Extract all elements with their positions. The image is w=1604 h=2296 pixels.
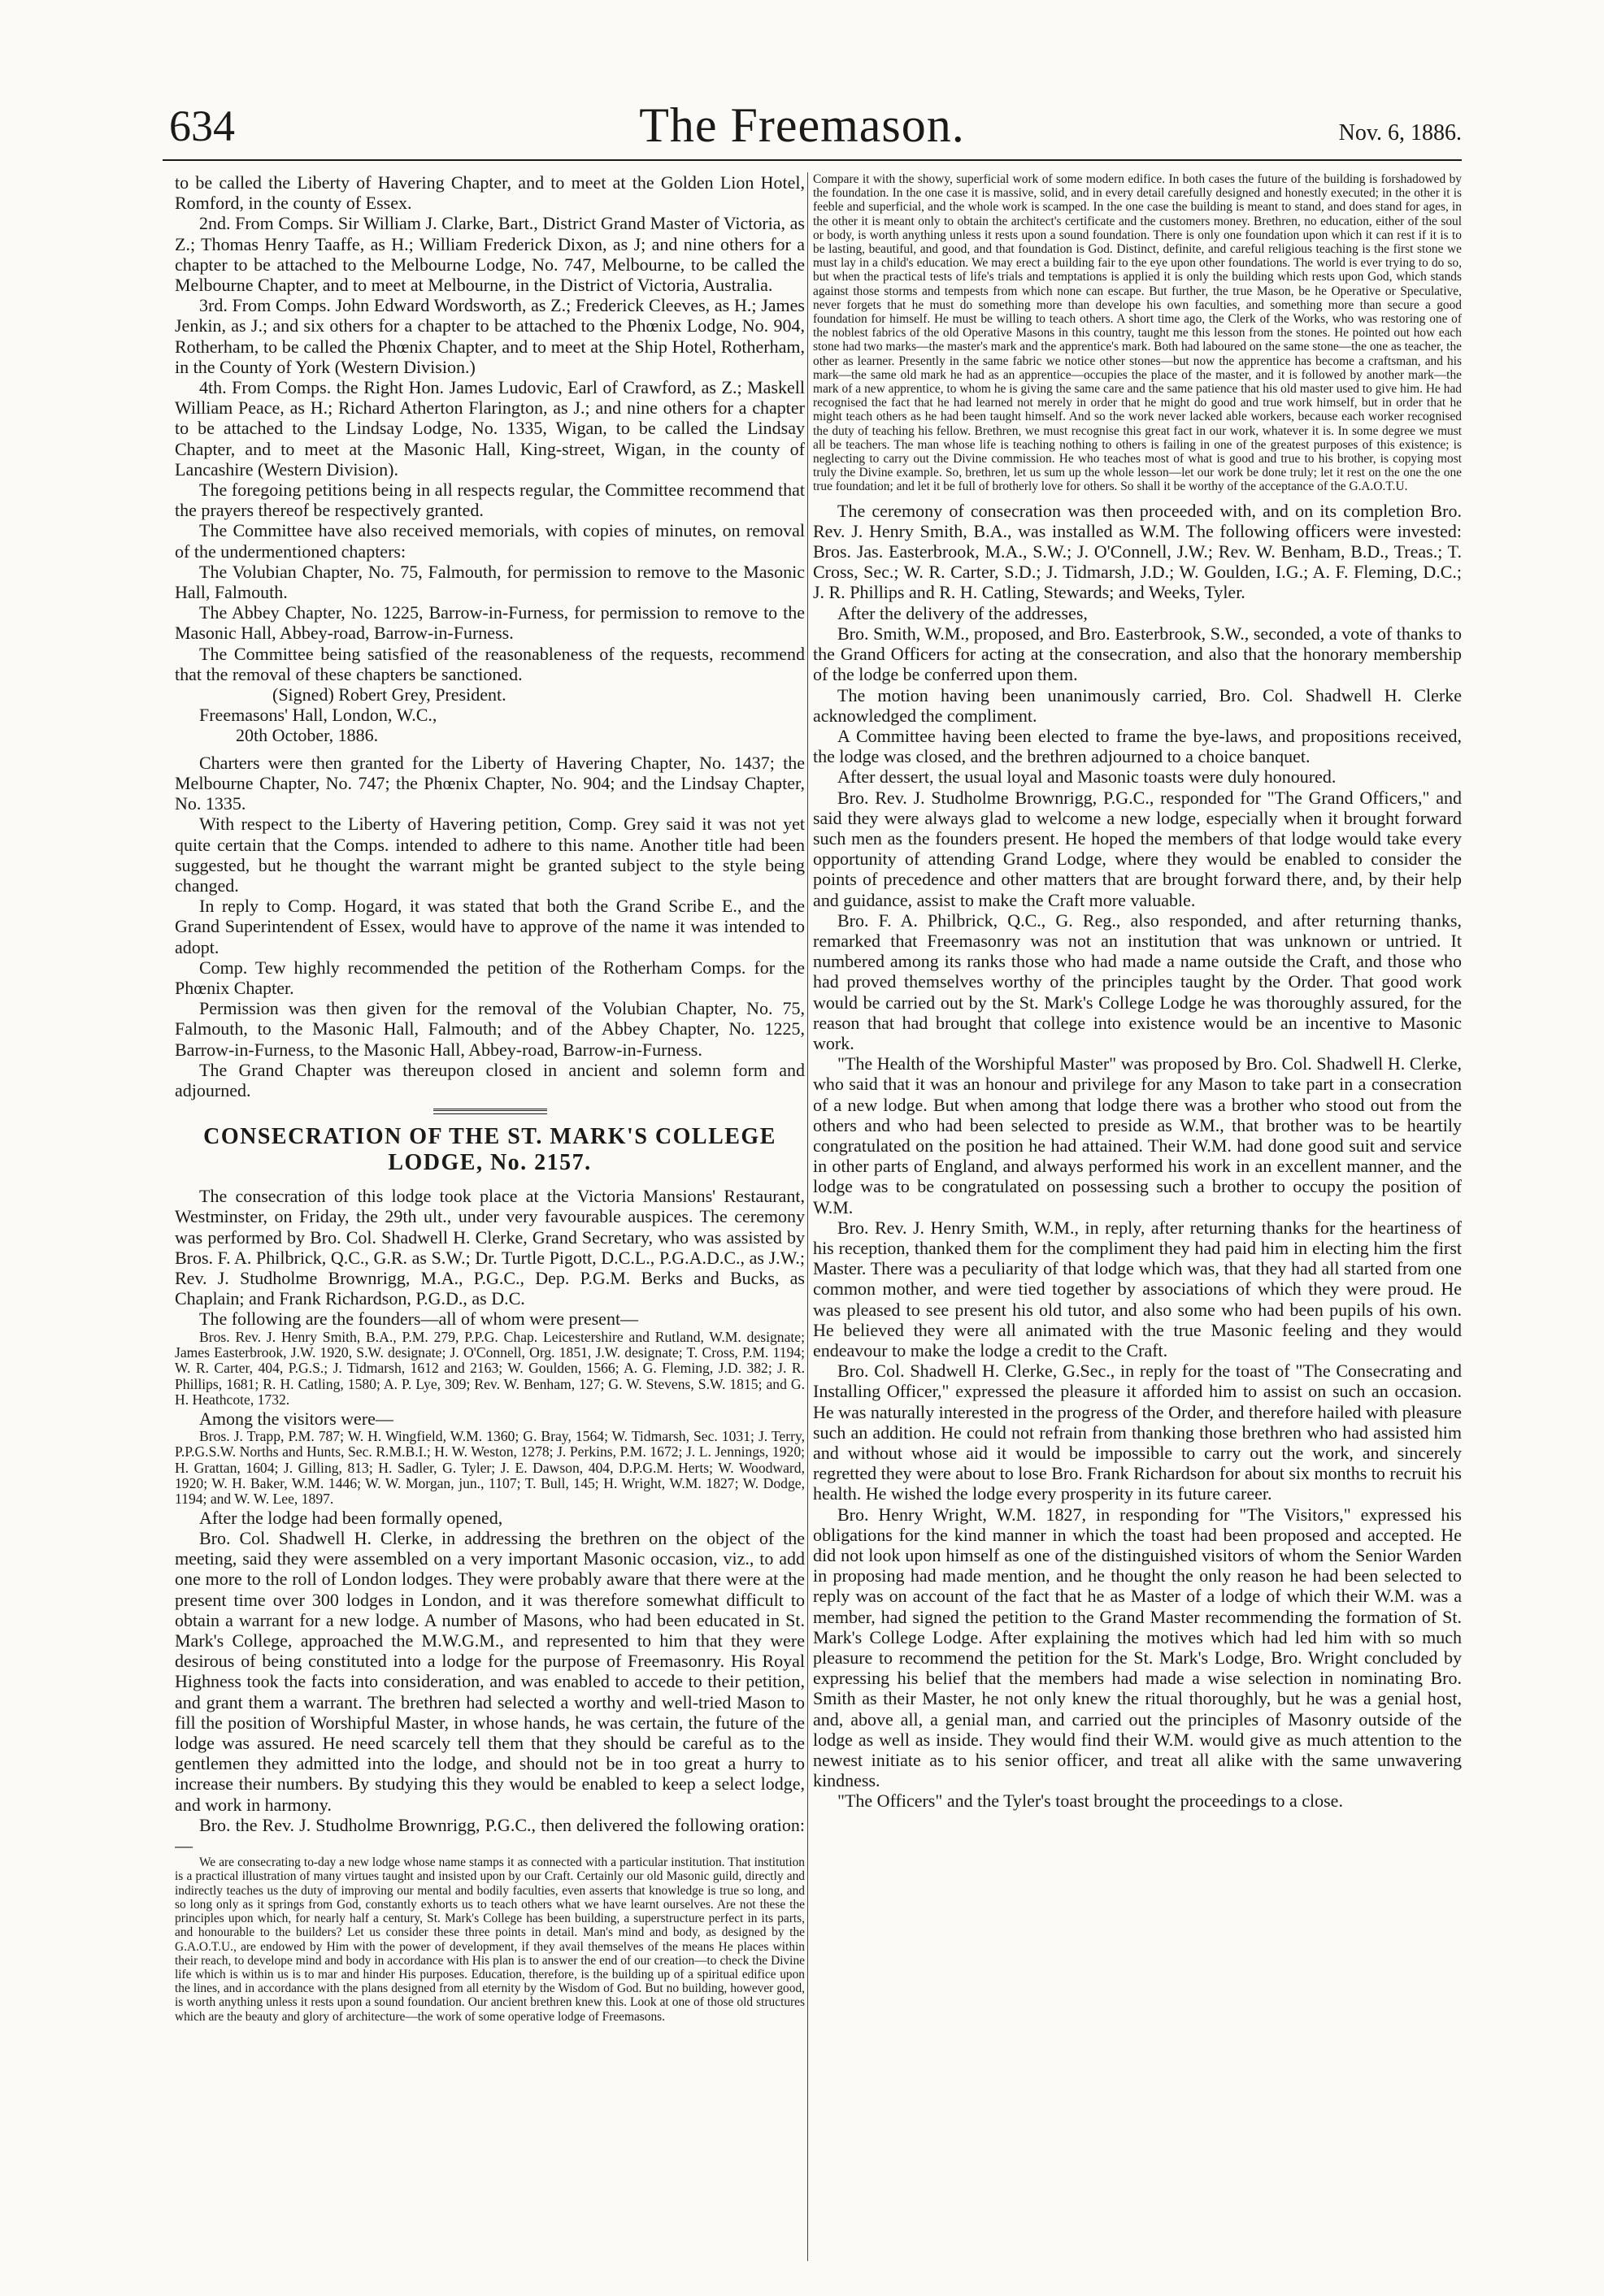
page-number: 634: [169, 102, 235, 150]
article-paragraph: Bro. the Rev. J. Studholme Brownrigg, P.G.C., then delivered the following oration:—: [175, 1814, 805, 1856]
article-paragraph: The ceremony of consecration was then proceeded with, and on its completion Bro. Rev. J. Henry Smith, B.A., was installed as W.M. The following officers were invested: Bros. Jas. Easterbrook, M.A., S.W.; J. O'Connell, J.W.; Rev. W. Benham, B.D., Treas.; T. Cross, Sec.; W. R. Carter, S.D.; J. Tidmarsh, J.D.; W. Goulden, I.G.; A. F. Fleming, D.C.; J. R. Phillips and R. H. Catling, Stewards; and Weeks, Tyler.: [813, 500, 1462, 603]
article-paragraph: to be called the Liberty of Havering Chapter, and to meet at the Golden Lion Hotel, Romford, in the county of Essex.: [175, 172, 805, 214]
article-paragraph: Bro. Henry Wright, W.M. 1827, in responding for "The Visitors," expressed his obligations for the kind manner in which the toast had been proposed and accepted. He did not look upon himself as one of the distinguished visitors of whom the Senior Warden in proposing had made mention, and he thought the only reason he had been selected to reply was on account of the fact that he as Master of a lodge of which their W.M. was a member, had signed the petition to the Grand Master recommending the formation of St. Mark's College Lodge. After explaining the motives which had led him with so much pleasure to recommend the petition for the St. Mark's Lodge, Bro. Wright concluded by expressing his belief that the members had made a wise selection in nominating Bro. Smith as their Master, he not only knew the ritual thoroughly, but he was a genial host, and, above all, a genial man, and carried out the principles of Masonry outside of the lodge as well as inside. They would find their W.M. would give as much attention to the newest initiate as to his senior officer, and treat all alike with the same unwavering kindness.: [813, 1504, 1462, 1791]
section-heading: CONSECRATION OF THE ST. MARK'S COLLEGE LODGE, No. 2157.: [203, 1124, 776, 1176]
article-paragraph: After the lodge had been formally opened,: [199, 1507, 503, 1528]
founders-list: Bros. Rev. J. Henry Smith, B.A., P.M. 279, P.P.G. Chap. Leicestershire and Rutland, W.M. designate; James Easterbrook, J.W. 1920, S.W. designate; J. O'Connell, Org. 1851, J.W. designate; T. Cross, P.M. 1194; W. R. Carter, 404, P.G.S.; J. Tidmarsh, 1612 and 2163; W. Goulden, 1566; A. G. Fleming, J.D. 382; J. R. Phillips, 1681; R. H. Catling, 1580; A. P. Lye, 309; Rev. W. Benham, 127; G. W. Stevens, S.W. 1815; and G. H. Heathcote, 1732.: [175, 1328, 805, 1408]
article-paragraph: The Volubian Chapter, No. 75, Falmouth, for permission to remove to the Masonic Hall, Falmouth.: [175, 561, 805, 603]
article-paragraph: Bro. Rev. J. Henry Smith, W.M., in reply, after returning thanks for the heartiness of his reception, thanked them for the compliment they had paid him in electing him the first Master. There was a peculiarity of that lodge which was, that they had all started from one common mother, and were tied together by associations of which they were proud. He was pleased to see present his old tutor, and also some who had been pupils of his own. He believed they were all animated with the true Masonic feeling and they would endeavour to make the lodge a credit to the Craft.: [813, 1217, 1462, 1361]
article-paragraph: The consecration of this lodge took place at the Victoria Mansions' Restaurant, Westminster, on Friday, the 29th ult., under very favourable auspices. The ceremony was performed by Bro. Col. Shadwell H. Clerke, Grand Secretary, who was assisted by Bros. F. A. Philbrick, Q.C., G.R. as S.W.; Dr. Turtle Pigott, D.C.L., P.G.A.D.C., as J.W.; Rev. J. Studholme Brownrigg, M.A., P.G.C., Dep. P.G.M. Berks and Bucks, as Chaplain; and Frank Richardson, P.G.D., as D.C.: [175, 1186, 805, 1309]
article-paragraph: In reply to Comp. Hogard, it was stated that both the Grand Scribe E., and the Grand Superintendent of Essex, would have to approve of the name it was intended to adopt.: [175, 896, 805, 957]
article-paragraph: A Committee having been elected to frame the bye-laws, and propositions received, the lodge was closed, and the brethren adjourned to a choice banquet.: [813, 725, 1462, 767]
article-paragraph: Permission was then given for the removal of the Volubian Chapter, No. 75, Falmouth, to the Masonic Hall, Falmouth; and of the Abbey Chapter, No. 1225, Barrow-in-Furness, to the Masonic Hall, Abbey-road, Barrow-in-Furness.: [175, 998, 805, 1060]
article-paragraph: 4th. From Comps. the Right Hon. James Ludovic, Earl of Crawford, as Z.; Maskell William Peace, as H.; Richard Atherton Flarington, as J.; and nine others for a chapter to be attached to the Lindsay Lodge, No. 1335, Wigan, to be called the Lindsay Chapter, and to meet at the Masonic Hall, King-street, Wigan, in the county of Lancashire (Western Division).: [175, 377, 805, 480]
article-paragraph: 2nd. From Comps. Sir William J. Clarke, Bart., District Grand Master of Victoria, as Z.; Thomas Henry Taaffe, as H.; William Frederick Dixon, as J; and nine others for a chapter to be attached to the Melbourne Lodge, No. 747, Melbourne, to be called the Melbourne Chapter, and to meet at Melbourne, in the District of Victoria, Australia.: [175, 213, 805, 296]
article-paragraph: The Abbey Chapter, No. 1225, Barrow-in-Furness, for permission to remove to the Masonic Hall, Abbey-road, Barrow-in-Furness.: [175, 602, 805, 644]
address-line: Freemasons' Hall, London, W.C.,: [199, 705, 437, 726]
visitors-list: Bros. J. Trapp, P.M. 787; W. H. Wingfield, W.M. 1360; G. Bray, 1564; W. Tidmarsh, Sec. 1031; J. Terry, P.P.G.S.W. Norths and Hunts, Sec. R.M.B.I.; H. W. Weston, 1278; J. Perkins, P.M. 1672; J. L. Jennings, 1920; H. Grattan, 1604; J. Gilling, 813; H. Sadler, G. Tyler; J. E. Dawson, 404, D.P.G.M. Herts; W. Woodward, 1920; W. H. Baker, W.M. 1446; W. W. Morgan, jun., 1107; T. Bull, 145; H. Wright, W.M. 1827; W. Dodge, 1194; and W. W. Lee, 1897.: [175, 1427, 805, 1508]
article-paragraph: "The Officers" and the Tyler's toast brought the proceedings to a close.: [837, 1790, 1343, 1812]
article-paragraph: "The Health of the Worshipful Master" was proposed by Bro. Col. Shadwell H. Clerke, who said that it was an honour and privilege for any Mason to take part in a consecration of a new lodge. But when among that lodge there was a brother who stood out from the others and who had been selected to preside as W.M., that brother was to be heartily congratulated on the position he had attained. Their W.M. had done good suit and service in other parts of England, and always performed his work in an excellent manner, and the lodge was to be congratulated on possessing such a brother to occupy the position of W.M.: [813, 1053, 1462, 1217]
article-paragraph: Comp. Tew highly recommended the petition of the Rotherham Comps. for the Phœnix Chapter.: [175, 957, 805, 998]
signature-line: (Signed) Robert Grey, President.: [272, 684, 506, 705]
article-paragraph: The Committee being satisfied of the reasonableness of the requests, recommend that the removal of these chapters be sanctioned.: [175, 643, 805, 684]
column-divider: [807, 172, 808, 2261]
article-paragraph: Bro. F. A. Philbrick, Q.C., G. Reg., also responded, and after returning thanks, remarked that Freemasonry was not an institution that was unknown or untried. It numbered among its ranks those who had made a name outside the Craft, and those who had proved themselves worthy of the principles taught by the Order. That good work would be carried out by the St. Mark's College Lodge he was thoroughly assured, for the reason that had brought that college into existence would be an incentive to Masonic work.: [813, 909, 1462, 1053]
article-paragraph: The motion having been unanimously carried, Bro. Col. Shadwell H. Clerke acknowledged the compliment.: [813, 684, 1462, 726]
right-column: [813, 172, 1462, 2261]
article-paragraph: The following are the founders—all of whom were present—: [199, 1309, 639, 1330]
oration-text-continued: Compare it with the showy, superficial work of some modern edifice. In both cases the future of the building is forshadowed by the foundation. In the one case it is massive, solid, and in every detail carefully designed and honestly executed; in the other it is feeble and superficial, and the whole work is scamped. In the one case the building is meant to stand, and does stand for ages, in the other it is meant only to obtain the architect's certificate and the customers money. Brethren, no education, either of the soul or body, is worth anything unless it rests upon a sound foundation. There is only one foundation upon which it can rest if it is to be lasting, beautiful, and good, and that foundation is God. Distinct, definite, and careful religious teaching is the first stone we must lay in a child's education. We may erect a building fair to the eye upon other foundations. The world is ever trying to do so, but when the practical tests of life's trials and temptations is applied it is only the building which rests upon God, which stands against those storms and tempests from which none can escape. But further, the true Mason, be he Operative or Speculative, never forgets that he must do something more than develope his own faculties, and something more than secure a good foundation for himself. He must be willing to teach others. A short time ago, the Clerk of the Works, who was restoring one of the noblest fabrics of the old Operative Masons in this country, taught me this lesson from the stones. He pointed out how each stone had two marks—the master's mark and the apprentice's mark. Both had laboured on the same stone—the one as teacher, the other as learner. Presently in the same fabric we notice other stones—but now the apprentice has become a craftsman, and his mark—the same old mark he had as an apprentice—occupies the place of the master, and it is followed by another mark—the mark of a new apprentice, to whom he is giving the same care and the same patience that his old master used to give him. He had recognised the fact that he had learned not merely in order that he might do good and true work himself, but in order that he might teach others as he had been taught himself. And so the work never lacked able workers, because each worker recognised the duty of teaching his fellow. Brethren, we must recognise this great fact in our work, whatever it is. In some degree we must all be teachers. The man whose life is teaching nothing to others is failing in one of the greatest purposes of this existence; is neglecting to carry out the Divine commission. He who teaches most of what is good and true to his brother, is copying most truly the Divine example. So, brethren, let us sum up the whole lesson—let our work be done truly; let it rest on the one the one true foundation; and let it be full of brotherly love for others. So shall it be worthy of the acceptance of the G.A.O.T.U.: [813, 172, 1462, 494]
article-paragraph: With respect to the Liberty of Havering petition, Comp. Grey said it was not yet quite certain that the Comps. intended to adhere to this name. Another title had been suggested, but he thought the warrant might be granted subject to the style being changed.: [175, 814, 805, 896]
article-paragraph: Among the visitors were—: [199, 1408, 393, 1429]
article-paragraph: After dessert, the usual loyal and Masonic toasts were duly honoured.: [837, 766, 1337, 788]
article-paragraph: Bro. Col. Shadwell H. Clerke, in addressing the brethren on the object of the meeting, said they were assembled on a very important Masonic occasion, viz., to add one more to the roll of London lodges. They were probably aware that there were at the present time over 300 lodges in London, and it was therefore somewhat difficult to obtain a warrant for a new lodge. A number of Masons, who had been educated in St. Mark's College, approached the M.W.G.M., and represented to him that they were desirous of being constituted into a lodge for the purpose of Freemasonry. His Royal Highness took the facts into consideration, and was enabled to accede to their petition, and grant them a warrant. The brethren had selected a worthy and well-tried Mason to fill the position of Worshipful Master, in whose hands, he was certain, the future of the lodge was assured. He need scarcely tell them that they should be careful as to the gentlemen they admitted into the lodge, and should not be in too great a hurry to increase their numbers. By studying this they would be enabled to keep a select lodge, and work in harmony.: [175, 1528, 805, 1815]
masthead: [0, 0, 1604, 163]
date-line: 20th October, 1886.: [236, 725, 379, 746]
article-paragraph: Bro. Smith, W.M., proposed, and Bro. Easterbrook, S.W., seconded, a vote of thanks to the Grand Officers for acting at the consecration, and also that the honorary membership of the lodge be conferred upon them.: [813, 623, 1462, 685]
issue-date: Nov. 6, 1886.: [1338, 120, 1462, 145]
left-column: [175, 172, 805, 2261]
article-paragraph: Bro. Rev. J. Studholme Brownrigg, P.G.C., responded for "The Grand Officers," and said they were always glad to welcome a new lodge, especially when it brought forward such men as the founders present. He hoped the members of that lodge would take every opportunity of attending Grand Lodge, where they would be enabled to consider the points of precedence and other matters that are brought forward there, and, by their help and guidance, assist to make the Craft more valuable.: [813, 787, 1462, 910]
article-paragraph: The foregoing petitions being in all respects regular, the Committee recommend that the prayers thereof be respectively granted.: [175, 480, 805, 521]
article-paragraph: The Grand Chapter was thereupon closed in ancient and solemn form and adjourned.: [175, 1059, 805, 1100]
header-rule: [163, 159, 1462, 161]
article-paragraph: 3rd. From Comps. John Edward Wordsworth, as Z.; Frederick Cleeves, as H.; James Jenkin, as J.; and six others for a chapter to be attached to the Phœnix Lodge, No. 904, Rotherham, to be called the Phœnix Chapter, and to meet at the Ship Hotel, Rotherham, in the County of York (Western Division.): [175, 295, 805, 377]
article-paragraph: Charters were then granted for the Liberty of Havering Chapter, No. 1437; the Melbourne Chapter, No. 747; the Phœnix Chapter, No. 904; and the Lindsay Chapter, No. 1335.: [175, 752, 805, 814]
oration-text: We are consecrating to-day a new lodge whose name stamps it as connected with a particular institution. That institution is a practical illustration of many virtues taught and insisted upon by our Craft. Certainly our old Masonic guild, directly and indirectly teaches us the duty of improving our mental and bodily faculties, even asserts that knowledge is true so long, and so long only as it springs from God, constantly exhorts us to teach others what we have learnt ourselves. Are not these the principles upon which, for nearly half a century, St. Mark's College has been building, a superstructure perfect in its parts, and honourable to the builders? Let us consider these three points in detail. Man's mind and body, as designed by the G.A.O.T.U., are endowed by Him with the power of development, if they avail themselves of the means He places within their reach, to develope mind and body in accordance with His plan is to answer the end of our creation—to check the Divine life which is within us is to mar and hinder His purposes. Education, therefore, is the building up of a spiritual edifice upon the lines, and in accordance with the plans designed from all eternity by the Wisdom of God. But no building, however good, is worth anything unless it rests upon a sound foundation. Our ancient brethren knew this. Look at one of those old structures which are the beauty and glory of architecture—the work of some operative lodge of Freemasons.: [175, 1855, 805, 2024]
section-divider: [433, 1109, 547, 1114]
newspaper-title: The Freemason.: [639, 98, 965, 152]
article-paragraph: Bro. Col. Shadwell H. Clerke, G.Sec., in reply for the toast of "The Consecrating and Installing Officer," expressed the pleasure it afforded him to assist on such an occasion. He was naturally interested in the progress of the Order, and therefore hailed with pleasure such an addition. He could not refrain from thanking those brethren who had assisted him and without whose aid it would be impossible to carry out the work, and sincerely regretted they were about to lose Bro. Frank Richardson for about six months to recruit his health. He wished the lodge every prosperity in its future career.: [813, 1361, 1462, 1504]
article-paragraph: The Committee have also received memorials, with copies of minutes, on removal of the undermentioned chapters:: [175, 520, 805, 562]
article-paragraph: After the delivery of the addresses,: [837, 602, 1088, 623]
